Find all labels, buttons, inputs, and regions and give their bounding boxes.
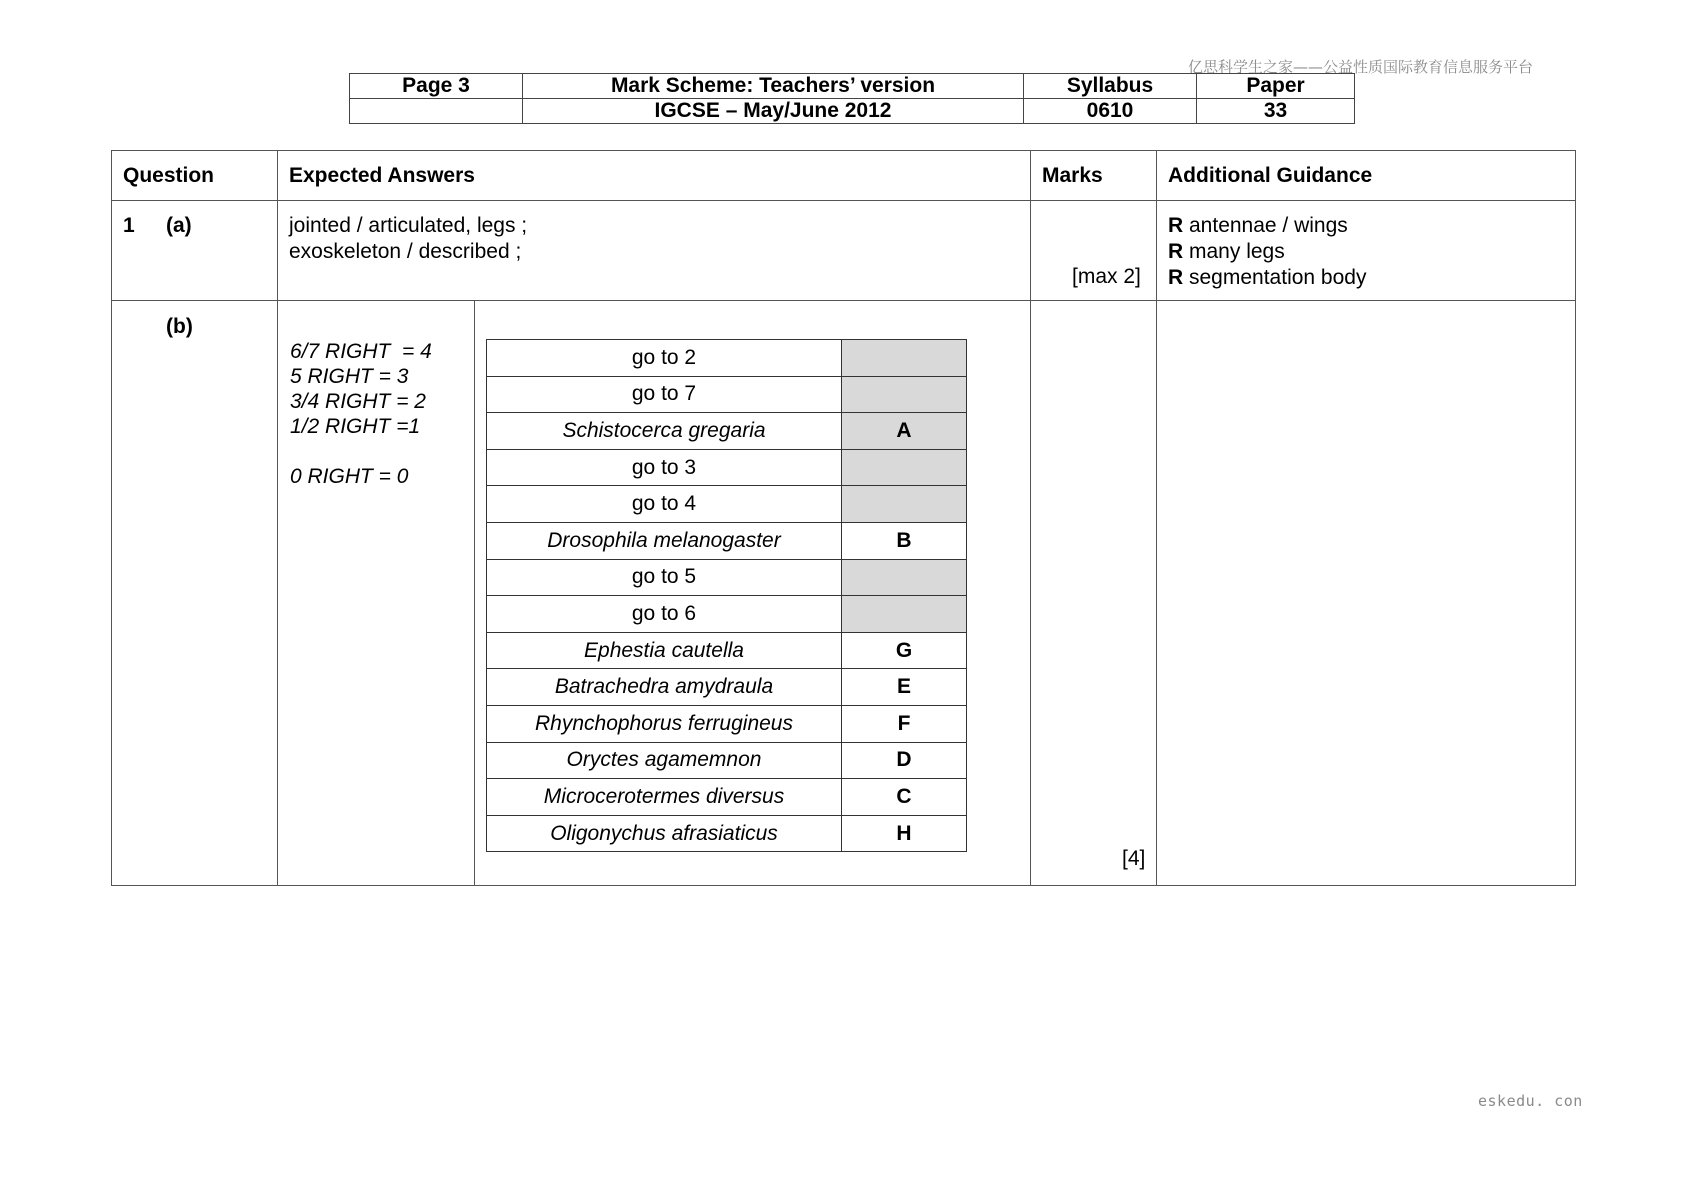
key-row-description: Batrachedra amydraula [487, 669, 842, 706]
key-row-letter: A [842, 413, 967, 450]
key-row-description: Oryctes agamemnon [487, 742, 842, 779]
key-row [487, 669, 967, 706]
scheme-col-divider [474, 300, 475, 886]
key-row [487, 340, 967, 377]
key-row-letter [842, 486, 967, 523]
paper-number: 33 [1197, 99, 1355, 124]
key-row-description: go to 2 [487, 340, 842, 377]
marks-a: [max 2] [1072, 265, 1141, 288]
key-row-description: Ephestia cautella [487, 632, 842, 669]
guidance-a-line-2 [1168, 239, 1285, 265]
key-row-description: Microcerotermes diversus [487, 779, 842, 816]
key-row-letter: H [842, 815, 967, 852]
marks-b: [4] [1122, 847, 1146, 870]
key-row-description: Oligonychus afrasiaticus [487, 815, 842, 852]
answers-col-divider [1030, 150, 1031, 886]
key-row [487, 596, 967, 633]
key-row-letter: D [842, 742, 967, 779]
key-row-description: go to 6 [487, 596, 842, 633]
reject-marker: R [1168, 240, 1184, 263]
question-part-a: (a) [166, 214, 192, 237]
key-row-letter [842, 559, 967, 596]
guidance-text: many legs [1183, 240, 1285, 263]
row-a-divider [111, 300, 1576, 301]
key-row-description: go to 3 [487, 449, 842, 486]
column-marks: Marks [1042, 164, 1103, 187]
key-row [487, 779, 967, 816]
key-row-letter [842, 376, 967, 413]
key-row [487, 413, 967, 450]
key-row-description: go to 7 [487, 376, 842, 413]
scheme-line: 1/2 RIGHT =1 [290, 415, 421, 438]
document-title: Mark Scheme: Teachers’ version [523, 74, 1024, 99]
key-row-description: Rhynchophorus ferrugineus [487, 705, 842, 742]
page-number: Page 3 [350, 74, 523, 99]
scheme-line: 0 RIGHT = 0 [290, 465, 409, 488]
page-number-blank [350, 99, 523, 124]
page-header-table [349, 73, 1355, 124]
key-row-description: go to 4 [487, 486, 842, 523]
scheme-line: 5 RIGHT = 3 [290, 365, 409, 388]
guidance-a-line-3 [1168, 265, 1366, 291]
column-expected-answers: Expected Answers [289, 164, 475, 187]
scheme-line: 3/4 RIGHT = 2 [290, 390, 426, 413]
key-row [487, 449, 967, 486]
key-row [487, 742, 967, 779]
dichotomous-key-table [486, 339, 967, 852]
key-row-letter: B [842, 522, 967, 559]
key-row-letter: C [842, 779, 967, 816]
key-row-letter: G [842, 632, 967, 669]
paper-label: Paper [1197, 74, 1355, 99]
key-row-letter [842, 596, 967, 633]
exam-name: IGCSE – May/June 2012 [523, 99, 1024, 124]
column-question: Question [123, 164, 215, 187]
key-row [487, 486, 967, 523]
column-additional-guidance: Additional Guidance [1168, 164, 1373, 187]
key-row-letter: F [842, 705, 967, 742]
syllabus-code: 0610 [1024, 99, 1197, 124]
answer-a-line-1: jointed / articulated, legs ; [289, 214, 528, 237]
key-row-letter [842, 340, 967, 377]
key-row-letter: E [842, 669, 967, 706]
key-row [487, 632, 967, 669]
reject-marker: R [1168, 266, 1184, 289]
question-col-divider [277, 150, 278, 886]
key-row-description: go to 5 [487, 559, 842, 596]
question-part-b: (b) [166, 315, 193, 338]
guidance-text: antennae / wings [1183, 214, 1348, 237]
syllabus-label: Syllabus [1024, 74, 1197, 99]
marks-col-divider [1156, 150, 1157, 886]
key-row [487, 815, 967, 852]
guidance-text: segmentation body [1183, 266, 1367, 289]
key-row [487, 559, 967, 596]
scheme-line: 6/7 RIGHT = 4 [290, 340, 432, 363]
key-row [487, 376, 967, 413]
key-row-description: Schistocerca gregaria [487, 413, 842, 450]
question-number: 1 [123, 214, 135, 237]
answer-a-line-2: exoskeleton / described ; [289, 240, 522, 263]
marking-scheme [290, 339, 432, 489]
watermark-bottom: eskedu. con [1478, 1092, 1583, 1110]
header-row-divider [111, 200, 1576, 201]
key-row-letter [842, 449, 967, 486]
key-row [487, 705, 967, 742]
key-row [487, 522, 967, 559]
guidance-a-line-1 [1168, 213, 1348, 239]
watermark-top: 亿思科学生之家——公益性质国际教育信息服务平台 [1188, 58, 1534, 76]
key-row-description: Drosophila melanogaster [487, 522, 842, 559]
scheme-line [290, 439, 432, 464]
reject-marker: R [1168, 214, 1184, 237]
